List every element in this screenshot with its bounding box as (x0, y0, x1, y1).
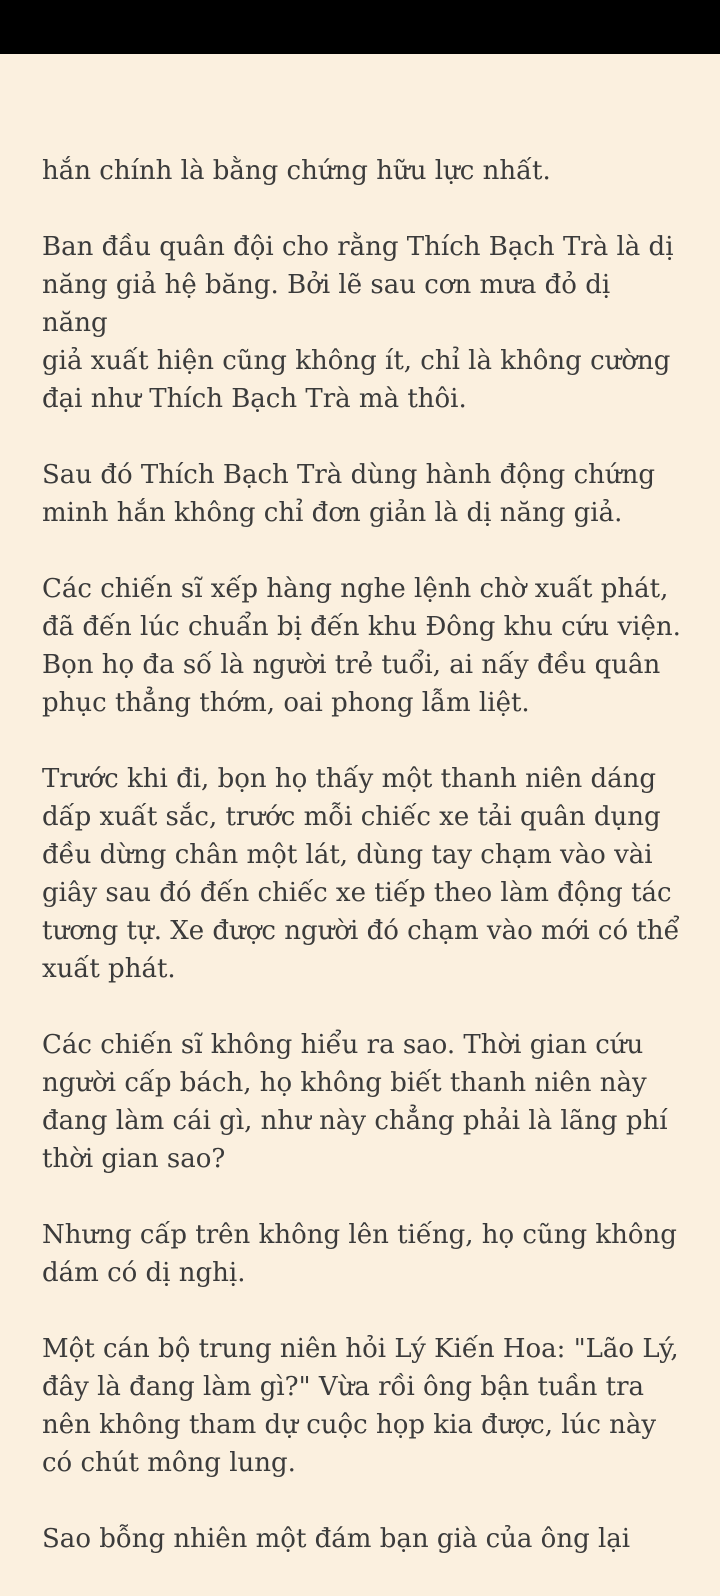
chapter-text (42, 152, 682, 1596)
status-bar (0, 0, 720, 54)
paragraph-5: Trước khi đi, bọn họ thấy một thanh niên dáng dấp xuất sắc, trước mỗi chiếc xe tải quân dụng đều dừng chân một lát, dùng tay chạm vào vài giây sau đó đến chiếc xe tiếp theo làm động tác tương tự. Xe được người đó chạm vào mới có thể xuất phát. (42, 764, 680, 984)
paragraph-1: hắn chính là bằng chứng hữu lực nhất. (42, 156, 551, 186)
paragraph-3: Sau đó Thích Bạch Trà dùng hành động chứng minh hắn không chỉ đơn giản là dị năng giả. (42, 460, 656, 528)
paragraph-2: Ban đầu quân đội cho rằng Thích Bạch Trà là dị năng giả hệ băng. Bởi lẽ sau cơn mưa đỏ dị năng giả xuất hiện cũng không ít, chỉ là không cường đại như Thích Bạch Trà mà thôi. (42, 232, 674, 414)
reader-page[interactable] (0, 54, 720, 1560)
paragraph-9: Sao bỗng nhiên một đám bạn già của ông lại (42, 1524, 631, 1554)
paragraph-6: Các chiến sĩ không hiểu ra sao. Thời gian cứu người cấp bách, họ không biết thanh niên này đang làm cái gì, như này chẳng phải là lãng phí thời gian sao? (42, 1030, 668, 1174)
paragraph-4: Các chiến sĩ xếp hàng nghe lệnh chờ xuất phát, đã đến lúc chuẩn bị đến khu Đông khu cứu viện. Bọn họ đa số là người trẻ tuổi, ai nấy đều quân phục thẳng thớm, oai phong lẫm liệt. (42, 574, 681, 718)
paragraph-8: Một cán bộ trung niên hỏi Lý Kiến Hoa: "Lão Lý, đây là đang làm gì?" Vừa rồi ông bận tuần tra nên không tham dự cuộc họp kia được, lúc này có chút mông lung. (42, 1334, 679, 1478)
paragraph-7: Nhưng cấp trên không lên tiếng, họ cũng không dám có dị nghị. (42, 1220, 677, 1288)
reader-viewport (0, 54, 720, 1554)
